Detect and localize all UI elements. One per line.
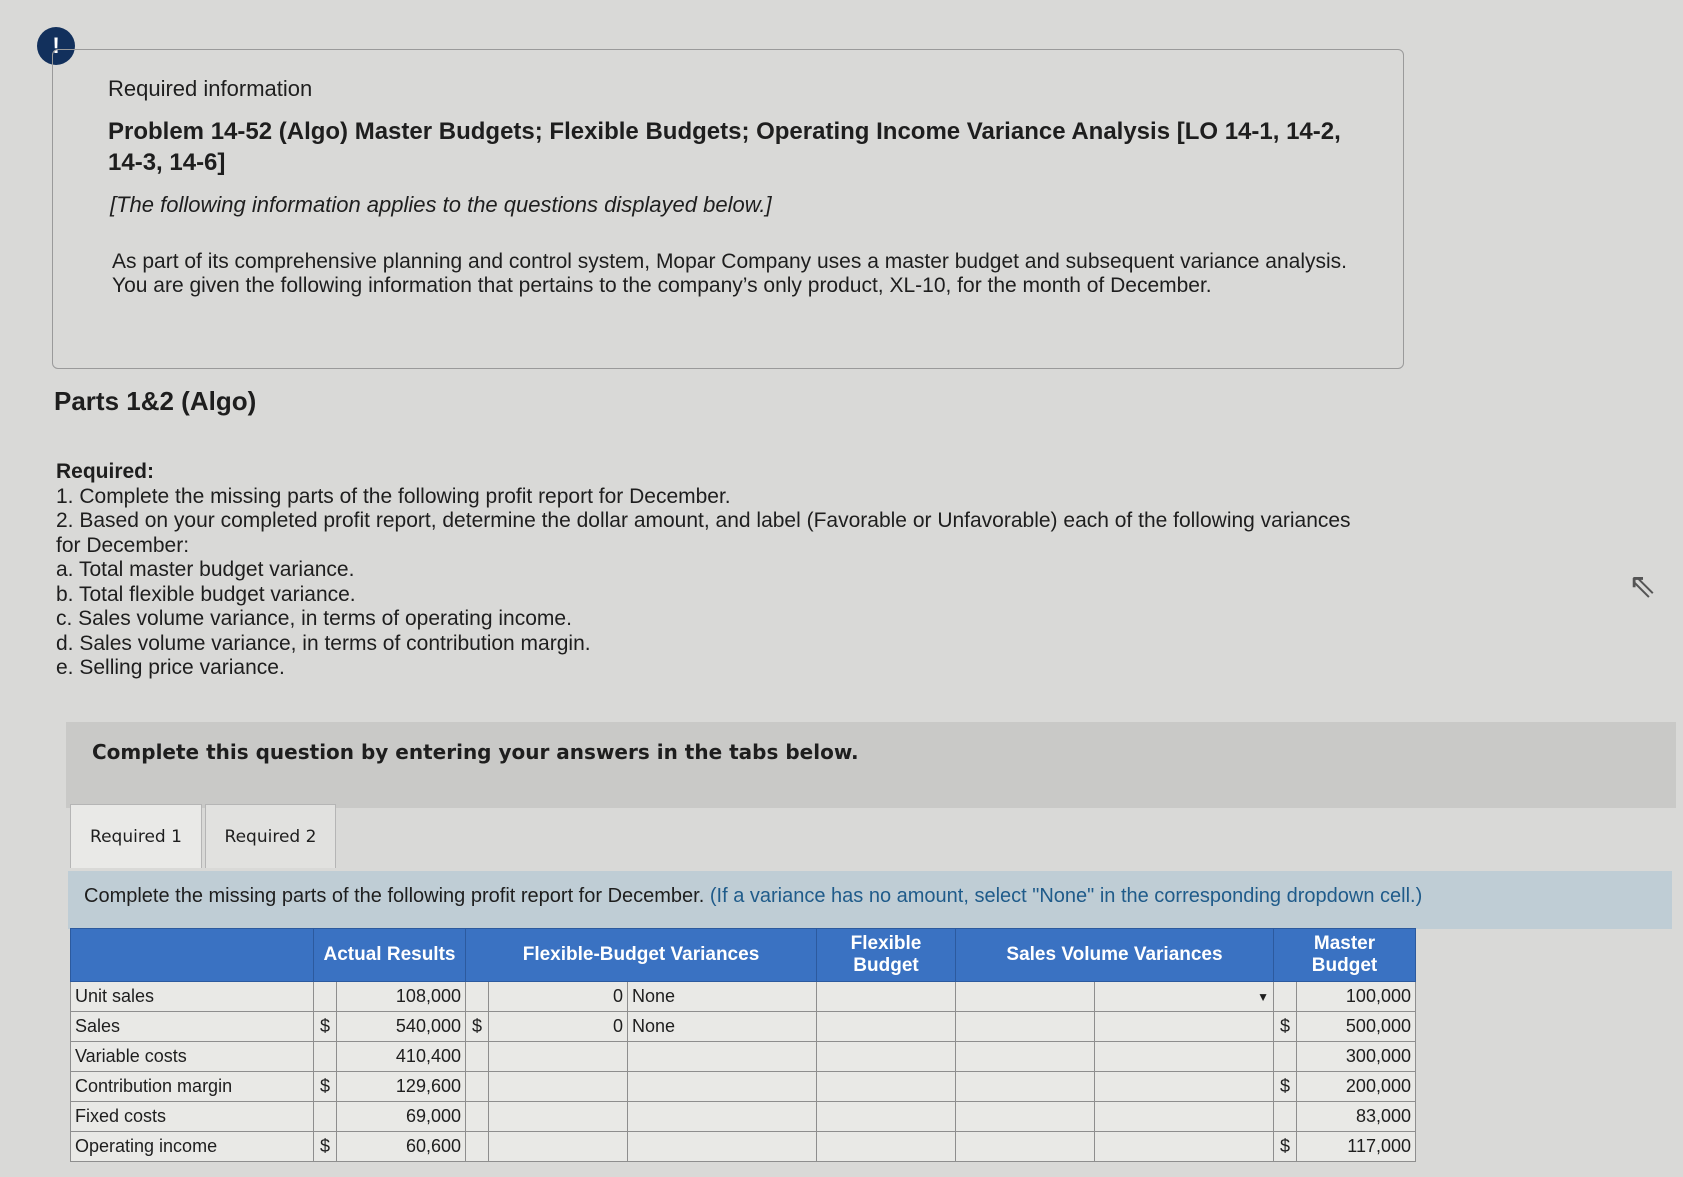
table-row [71, 982, 1416, 1012]
row-label: Sales [71, 1012, 314, 1042]
table-row [71, 1042, 1416, 1072]
currency-symbol [1274, 1042, 1297, 1072]
sales-volume-amount-input[interactable] [956, 1132, 1095, 1162]
profit-report-table [70, 928, 1416, 1162]
parts-title: Parts 1&2 (Algo) [54, 386, 257, 416]
flexible-budget-input[interactable] [817, 1102, 956, 1132]
alert-icon: ! [37, 27, 75, 65]
header-blank [71, 929, 314, 982]
flexible-budget-input[interactable] [817, 1042, 956, 1072]
sales-volume-label-dropdown[interactable] [1095, 1042, 1274, 1072]
actual-value: 129,600 [337, 1072, 466, 1102]
flex-variance-label-dropdown[interactable] [628, 1072, 817, 1102]
sales-volume-amount-input[interactable] [956, 1042, 1095, 1072]
master-budget-value: 117,000 [1297, 1132, 1416, 1162]
tab-required-2[interactable]: Required 2 [205, 804, 336, 868]
master-budget-value: 500,000 [1297, 1012, 1416, 1042]
row-label: Fixed costs [71, 1102, 314, 1132]
currency-symbol [314, 1042, 337, 1072]
currency-symbol: $ [314, 1012, 337, 1042]
header-sales-volume-variances: Sales Volume Variances [956, 929, 1274, 982]
actual-value: 108,000 [337, 982, 466, 1012]
info-note: [The following information applies to the questions displayed below.] [110, 192, 772, 217]
flex-variance-amount-input[interactable] [489, 1102, 628, 1132]
required-item: d. Sales volume variance, in terms of contribution margin. [56, 631, 591, 655]
table-row [71, 1102, 1416, 1132]
row-label: Operating income [71, 1132, 314, 1162]
required-item: 2. Based on your completed profit report, determine the dollar amount, and label (Favorable or Unfavorable) each of the following variances for December: [56, 509, 1351, 557]
sales-volume-amount-input[interactable] [956, 1102, 1095, 1132]
flex-variance-amount-input[interactable]: 0 [489, 982, 628, 1012]
instruction-text: Complete the missing parts of the following profit report for December. [84, 885, 705, 907]
required-item: b. Total flexible budget variance. [56, 582, 356, 606]
table-row [71, 1012, 1416, 1042]
required-item: a. Total master budget variance. [56, 558, 355, 581]
currency-symbol [314, 1102, 337, 1132]
currency-symbol [466, 1102, 489, 1132]
master-budget-value: 300,000 [1297, 1042, 1416, 1072]
flex-variance-label-dropdown[interactable] [628, 1132, 817, 1162]
flex-variance-amount-input[interactable]: 0 [489, 1012, 628, 1042]
required-item: e. Selling price variance. [56, 656, 285, 679]
flex-variance-amount-input[interactable] [489, 1072, 628, 1102]
sales-volume-amount-input[interactable] [956, 1072, 1095, 1102]
flex-variance-amount-input[interactable] [489, 1132, 628, 1162]
complete-question-bar [66, 722, 1676, 808]
currency-symbol: $ [1274, 1132, 1297, 1162]
flex-variance-label-dropdown[interactable]: None [628, 982, 817, 1012]
required-heading: Required: [56, 460, 155, 483]
required-item: 1. Complete the missing parts of the following profit report for December. [56, 484, 731, 508]
master-budget-value: 100,000 [1297, 982, 1416, 1012]
flex-variance-label-dropdown[interactable]: None [628, 1012, 817, 1042]
sales-volume-label-dropdown[interactable] [1095, 1012, 1274, 1042]
currency-symbol [314, 982, 337, 1012]
header-flexible-budget: Flexible Budget [817, 929, 956, 982]
actual-value: 540,000 [337, 1012, 466, 1042]
currency-symbol: $ [1274, 1072, 1297, 1102]
required-item: c. Sales volume variance, in terms of operating income. [56, 607, 572, 630]
currency-symbol: $ [314, 1072, 337, 1102]
flex-variance-label-dropdown[interactable] [628, 1102, 817, 1132]
actual-value: 69,000 [337, 1102, 466, 1132]
required-list [56, 460, 1356, 681]
header-master-budget: Master Budget [1274, 929, 1416, 982]
table-row [71, 1132, 1416, 1162]
sales-volume-amount-input[interactable] [956, 982, 1095, 1012]
currency-symbol [466, 1042, 489, 1072]
mouse-cursor-icon: ⇖ [1628, 567, 1657, 605]
currency-symbol [466, 982, 489, 1012]
currency-symbol [1274, 982, 1297, 1012]
master-budget-value: 83,000 [1297, 1102, 1416, 1132]
currency-symbol: $ [314, 1132, 337, 1162]
currency-symbol [466, 1132, 489, 1162]
intro-text: As part of its comprehensive planning and control system, Mopar Company uses a master budget and subsequent variance analysis. You are given the following information that pertains to the company’s only product, XL-10, for the month of December. [112, 250, 1348, 297]
problem-title: Problem 14-52 (Algo) Master Budgets; Flexible Budgets; Operating Income Variance Analysis [LO 14-1, 14-2, 14-3, 14-6] [108, 118, 1341, 176]
tab-required-1[interactable]: Required 1 [70, 804, 202, 868]
instruction-hint: (If a variance has no amount, select "None" in the corresponding dropdown cell.) [709, 885, 1423, 907]
sales-volume-label-dropdown[interactable] [1095, 1072, 1274, 1102]
master-budget-value: 200,000 [1297, 1072, 1416, 1102]
flexible-budget-input[interactable] [817, 982, 956, 1012]
row-label: Unit sales [71, 982, 314, 1012]
currency-symbol [466, 1072, 489, 1102]
complete-question-text: Complete this question by entering your answers in the tabs below. [92, 740, 859, 764]
flexible-budget-input[interactable] [817, 1072, 956, 1102]
flexible-budget-input[interactable] [817, 1132, 956, 1162]
header-actual-results: Actual Results [314, 929, 466, 982]
currency-symbol: $ [1274, 1012, 1297, 1042]
currency-symbol: $ [466, 1012, 489, 1042]
flex-variance-label-dropdown[interactable] [628, 1042, 817, 1072]
table-row [71, 1072, 1416, 1102]
sales-volume-label-dropdown[interactable] [1095, 1132, 1274, 1162]
row-label: Variable costs [71, 1042, 314, 1072]
actual-value: 410,400 [337, 1042, 466, 1072]
flexible-budget-input[interactable] [817, 1012, 956, 1042]
header-flexible-budget-variances: Flexible-Budget Variances [466, 929, 817, 982]
row-label: Contribution margin [71, 1072, 314, 1102]
required-information-label: Required information [108, 76, 313, 101]
currency-symbol [1274, 1102, 1297, 1132]
instruction-bar [68, 871, 1672, 929]
flex-variance-amount-input[interactable] [489, 1042, 628, 1072]
sales-volume-label-dropdown[interactable] [1095, 982, 1274, 1012]
sales-volume-label-dropdown[interactable] [1095, 1102, 1274, 1132]
actual-value: 60,600 [337, 1132, 466, 1162]
sales-volume-amount-input[interactable] [956, 1012, 1095, 1042]
dropdown-arrow-icon[interactable]: ▼ [1257, 989, 1269, 1004]
